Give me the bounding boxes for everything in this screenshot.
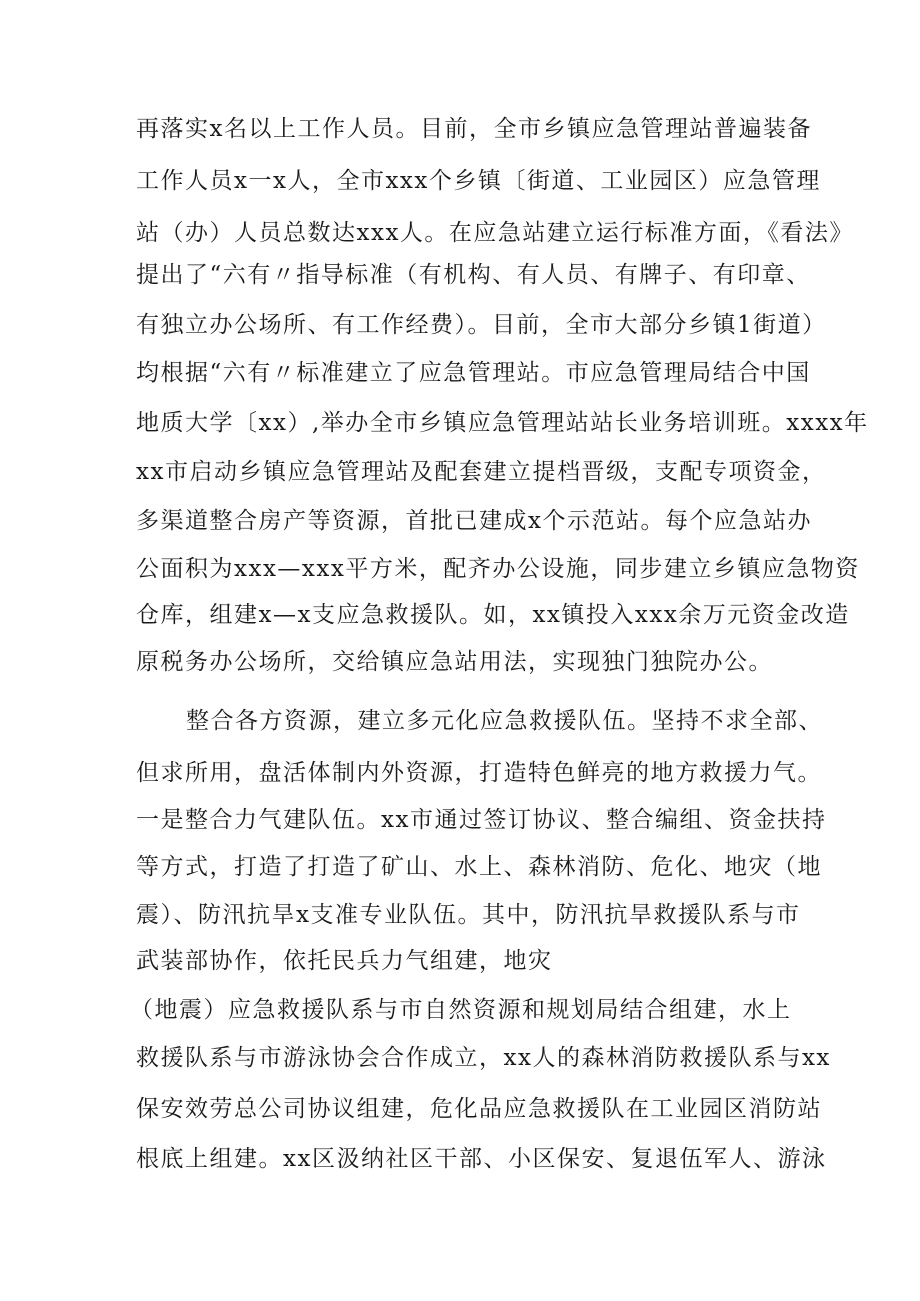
text-line: 救援队系与市游泳协会合作成立，xx人的森林消防救援队系与xx <box>136 1045 831 1071</box>
text-line: 仓库，组建x—x支应急救援队。如，xx镇投入xxx余万元资金改造 <box>136 602 850 628</box>
text-line: 再落实x名以上工作人员。目前，全市乡镇应急管理站普遍装备 <box>136 116 812 142</box>
text-line: 武装部协作，依托民兵力气组建，地灾 <box>136 948 553 974</box>
text-line: 地质大学〔xx）,举办全市乡镇应急管理站站长业务培训班。xxxx年 <box>136 410 869 436</box>
text-line: 一是整合力气建队伍。xx市通过签订协议、整合编组、资金扶持 <box>136 807 827 833</box>
text-line: 工作人员x一x人，全市xxx个乡镇〔街道、工业园区）应急管理 <box>136 168 821 194</box>
text-line: 根底上组建。xx区汲纳社区干部、小区保安、复退伍军人、游泳 <box>136 1146 827 1172</box>
text-line: 震）、防汛抗旱x支准专业队伍。其中，防汛抗旱救援队系与市 <box>136 902 801 928</box>
paragraph-heading-line: 整合各方资源，建立多元化应急救援队伍。坚持不求全部、 <box>186 708 823 734</box>
text-line: 等方式，打造了打造了矿山、水上、森林消防、危化、地灾（地 <box>136 854 822 880</box>
text-line: 提出了“六有〃指导标准（有机构、有人员、有牌子、有印章、 <box>136 262 811 288</box>
text-line: 多渠道整合房产等资源，首批已建成x个示范站。每个应急站办 <box>136 508 812 534</box>
text-line: 公面积为xxx—xxx平方米，配齐办公设施，同步建立乡镇应急物资 <box>136 556 860 582</box>
text-line: 保安效劳总公司协议组建，危化品应急救援队在工业园区消防站 <box>136 1096 822 1122</box>
text-line: xx市启动乡镇应急管理站及配套建立提档晋级，支配专项资金， <box>136 459 827 485</box>
text-line: 但求所用，盘活体制内外资源，打造特色鲜亮的地方救援力气。 <box>136 760 822 786</box>
text-line: 有独立办公场所、有工作经费）。目前，全市大部分乡镇1街道） <box>136 312 827 338</box>
text-line: （地震）应急救援队系与市自然资源和规划局结合组建，水上 <box>130 997 792 1023</box>
text-line: 站（办）人员总数达xxx人。在应急站建立运行标准方面，《看法》 <box>136 220 854 246</box>
text-line: 均根据“六有〃标准建立了应急管理站。市应急管理局结合中国 <box>136 360 811 386</box>
text-line: 原税务办公场所，交给镇应急站用法，实现独门独院办公。 <box>136 649 773 675</box>
